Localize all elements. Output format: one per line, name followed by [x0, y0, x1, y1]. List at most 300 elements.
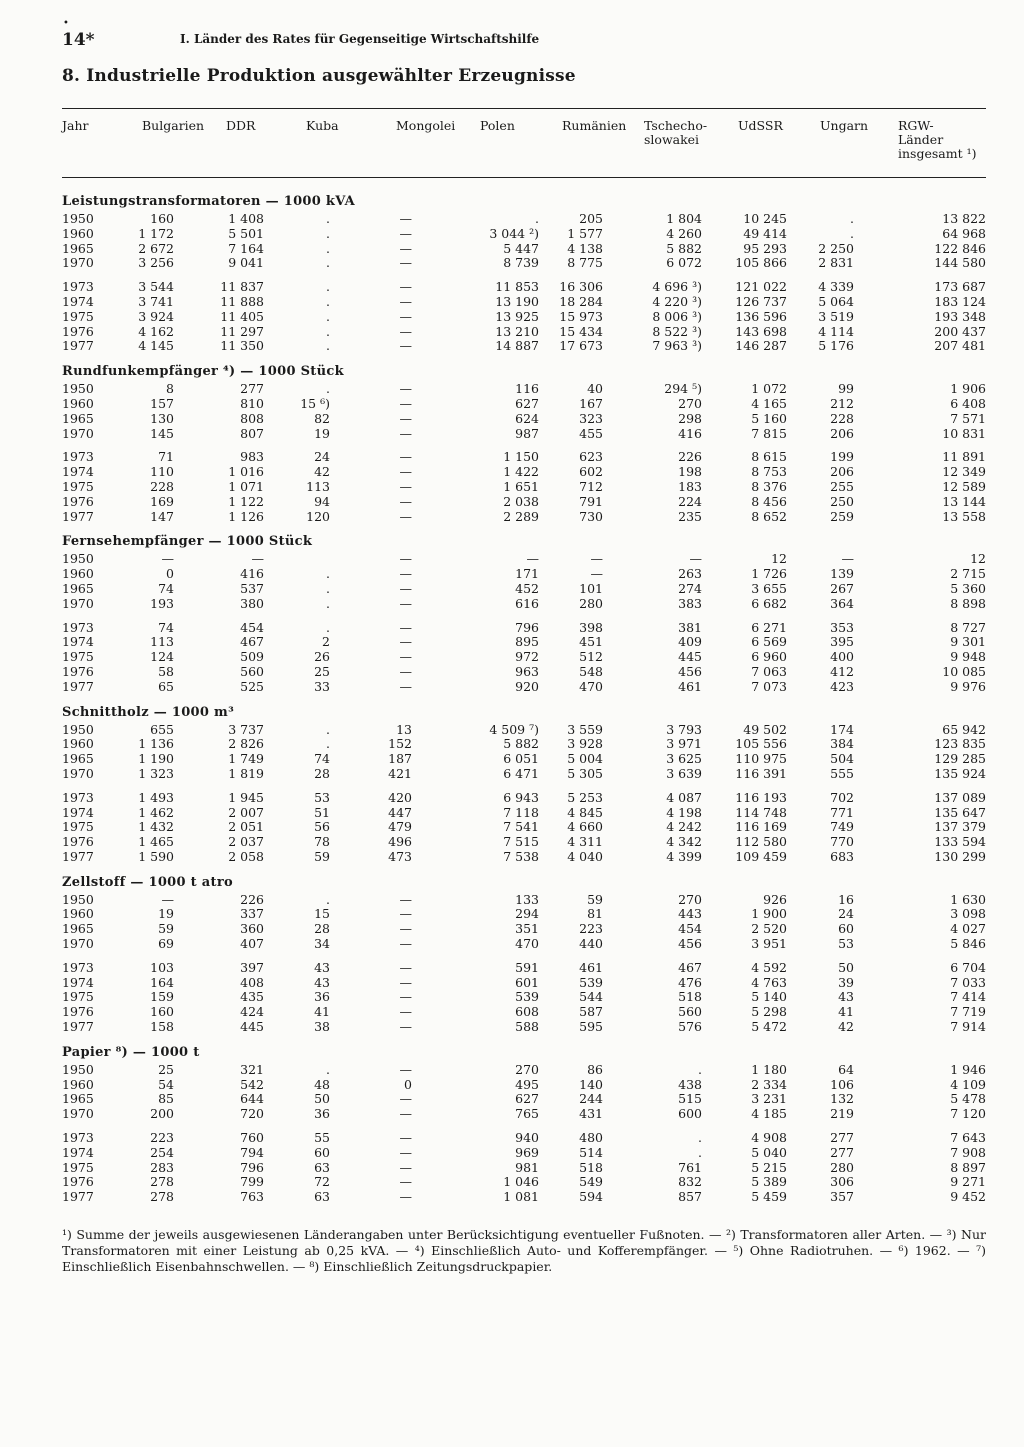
cell-rumaenien: 8 775 [567, 255, 603, 271]
cell-ddr: 424 [240, 1004, 264, 1020]
cell-bulgarien: 200 [150, 1106, 174, 1122]
cell-udssr: 7 815 [751, 425, 787, 441]
cell-ddr: 1 945 [228, 789, 264, 805]
cell-rgw-insgesamt: 10 085 [942, 663, 986, 679]
cell-tschechoslowakei: 8 522 ³) [652, 323, 702, 339]
cell-ddr: 9 041 [228, 255, 264, 271]
cell-tschechoslowakei: 857 [678, 1189, 702, 1205]
cell-kuba: 50 [314, 1091, 330, 1107]
cell-kuba: . [326, 308, 330, 324]
cell-year: 1975 [62, 989, 94, 1005]
cell-year: 1970 [62, 1106, 94, 1122]
footnotes: ¹) Summe der jeweils ausgewiesenen Länderangaben unter Berücksichtigung eventueller Fußnoten. — ²) Transformatoren aller Arten. — ³) Nur Transformatoren mit einer Leistung ab 0,25 kVA. — ⁴) Einschließlich Auto- und Kofferempfänger. — ⁵) Ohne Radiotruhen. — ⁶) 1962. — ⁷) Einschließlich Eisenbahnschwellen. — ⁸) Einschließlich Zeitungsdruckpapier. [62, 1227, 986, 1275]
cell-rgw-insgesamt: 7 914 [950, 1019, 986, 1035]
cell-tschechoslowakei: 6 072 [666, 255, 702, 271]
cell-ungarn: 255 [830, 478, 854, 494]
cell-rumaenien: 512 [579, 649, 603, 665]
cell-tschechoslowakei: . [698, 1061, 702, 1077]
cell-mongolei: 447 [388, 804, 412, 820]
cell-polen: 1 046 [503, 1174, 539, 1190]
table-row [62, 597, 986, 612]
table-section [62, 192, 986, 354]
cell-ungarn: 250 [830, 493, 854, 509]
cell-ungarn: 50 [838, 959, 854, 975]
table-top-rule [62, 108, 986, 109]
cell-mongolei: 420 [388, 789, 412, 805]
cell-rumaenien: 16 306 [559, 279, 603, 295]
cell-kuba: 36 [314, 1106, 330, 1122]
cell-polen: 940 [515, 1130, 539, 1146]
cell-tschechoslowakei: 518 [678, 989, 702, 1005]
cell-udssr: 1 726 [751, 566, 787, 582]
cell-rgw-insgesamt: 7 033 [950, 974, 986, 990]
cell-rgw-insgesamt: 193 348 [934, 308, 986, 324]
page-mark: • [63, 18, 69, 29]
cell-udssr: 5 140 [751, 989, 787, 1005]
cell-mongolei: — [399, 1019, 412, 1035]
cell-polen: — [526, 551, 539, 567]
cell-tschechoslowakei: 515 [678, 1091, 702, 1107]
cell-udssr: 5 459 [751, 1189, 787, 1205]
cell-year: 1975 [62, 649, 94, 665]
cell-rumaenien: — [590, 551, 603, 567]
cell-polen: . [535, 211, 539, 226]
cell-tschechoslowakei: 409 [678, 634, 702, 650]
cell-kuba: 28 [314, 921, 330, 937]
cell-year: 1975 [62, 1159, 94, 1175]
cell-year: 1960 [62, 906, 94, 922]
cell-polen: 11 853 [495, 279, 539, 295]
cell-rgw-insgesamt: 12 589 [942, 478, 986, 494]
cell-rgw-insgesamt: 8 727 [950, 619, 986, 635]
cell-bulgarien: 71 [158, 449, 174, 465]
cell-udssr: 4 763 [751, 974, 787, 990]
cell-polen: 7 541 [503, 819, 539, 835]
cell-tschechoslowakei: 476 [678, 974, 702, 990]
cell-rumaenien: 712 [579, 478, 603, 494]
cell-year: 1976 [62, 1174, 94, 1190]
table-row [62, 552, 986, 567]
cell-ddr: — [251, 551, 264, 567]
cell-rgw-insgesamt: 7 908 [950, 1144, 986, 1160]
cell-tschechoslowakei: . [698, 1130, 702, 1146]
table-section [62, 532, 986, 694]
table-row [62, 1092, 986, 1107]
cell-mongolei: — [399, 410, 412, 426]
cell-ddr: 2 058 [228, 848, 264, 864]
cell-polen: 1 150 [503, 449, 539, 465]
cell-tschechoslowakei: 5 882 [666, 240, 702, 256]
table-row [62, 850, 986, 865]
cell-rumaenien: 440 [579, 936, 603, 952]
cell-rumaenien: 167 [579, 395, 603, 411]
section-title: Rundfunkempfänger ⁴) — 1000 Stück [62, 364, 344, 380]
cell-year: 1975 [62, 819, 94, 835]
cell-mongolei: 421 [388, 765, 412, 781]
cell-ungarn: 384 [830, 736, 854, 752]
cell-rumaenien: — [590, 566, 603, 582]
cell-ddr: 3 737 [228, 721, 264, 737]
cell-bulgarien: 145 [150, 425, 174, 441]
cell-polen: 294 [515, 906, 539, 922]
cell-ddr: 799 [240, 1174, 264, 1190]
cell-kuba: 15 [314, 906, 330, 922]
cell-kuba: 41 [314, 1004, 330, 1020]
cell-tschechoslowakei: 270 [678, 395, 702, 411]
col-header-rgw [898, 119, 976, 161]
cell-ungarn: 39 [838, 974, 854, 990]
cell-tschechoslowakei: 198 [678, 464, 702, 480]
cell-rgw-insgesamt: 6 704 [950, 959, 986, 975]
cell-rgw-insgesamt: 135 647 [934, 804, 986, 820]
cell-ddr: 5 501 [228, 225, 264, 241]
cell-kuba: 26 [314, 649, 330, 665]
table-row [62, 990, 986, 1005]
cell-bulgarien: 1 462 [138, 804, 174, 820]
cell-ungarn: 364 [830, 595, 854, 611]
cell-polen: 1 651 [503, 478, 539, 494]
cell-ddr: 277 [240, 381, 264, 397]
cell-tschechoslowakei: 294 ⁵) [664, 381, 702, 397]
cell-ungarn: 228 [830, 410, 854, 426]
cell-rgw-insgesamt: 5 360 [950, 580, 986, 596]
section-title: Fernsehempfänger — 1000 Stück [62, 534, 313, 550]
cell-mongolei: — [399, 566, 412, 582]
cell-rumaenien: 4 040 [567, 848, 603, 864]
cell-ungarn: 400 [830, 649, 854, 665]
cell-ungarn: — [841, 551, 854, 567]
cell-rgw-insgesamt: 65 942 [942, 721, 986, 737]
cell-bulgarien: — [161, 551, 174, 567]
cell-mongolei: — [399, 279, 412, 295]
cell-rumaenien: 205 [579, 211, 603, 226]
cell-mongolei: — [399, 211, 412, 226]
cell-ungarn: 206 [830, 464, 854, 480]
cell-kuba: 51 [314, 804, 330, 820]
cell-rumaenien: 17 673 [559, 338, 603, 354]
cell-tschechoslowakei: 3 793 [666, 721, 702, 737]
cell-tschechoslowakei: 8 006 ³) [652, 308, 702, 324]
cell-udssr: 6 682 [751, 595, 787, 611]
cell-kuba: 43 [314, 974, 330, 990]
cell-ddr: 1 016 [228, 464, 264, 480]
cell-kuba: . [326, 293, 330, 309]
page-number: 14* [62, 30, 95, 50]
cell-udssr: 8 652 [751, 508, 787, 524]
cell-year: 1974 [62, 804, 94, 820]
cell-kuba: 19 [314, 425, 330, 441]
cell-year: 1950 [62, 381, 94, 397]
cell-mongolei: — [399, 1091, 412, 1107]
cell-mongolei: — [399, 240, 412, 256]
cell-udssr: 5 160 [751, 410, 787, 426]
table-row [62, 427, 986, 442]
cell-kuba: . [326, 580, 330, 596]
cell-ddr: 720 [240, 1106, 264, 1122]
document-page [62, 18, 986, 1275]
cell-rgw-insgesamt: 7 414 [950, 989, 986, 1005]
cell-kuba: 25 [314, 663, 330, 679]
cell-mongolei: — [399, 464, 412, 480]
cell-rumaenien: 548 [579, 663, 603, 679]
cell-kuba: . [326, 1061, 330, 1077]
cell-rgw-insgesamt: 135 924 [934, 765, 986, 781]
cell-rgw-insgesamt: 9 976 [950, 678, 986, 694]
cell-rumaenien: 3 928 [567, 736, 603, 752]
cell-rumaenien: 4 660 [567, 819, 603, 835]
cell-bulgarien: 169 [150, 493, 174, 509]
cell-ddr: 509 [240, 649, 264, 665]
cell-bulgarien: 54 [158, 1076, 174, 1092]
cell-bulgarien: 158 [150, 1019, 174, 1035]
cell-polen: 452 [515, 580, 539, 596]
cell-ddr: 542 [240, 1076, 264, 1092]
cell-tschechoslowakei: 560 [678, 1004, 702, 1020]
cell-tschechoslowakei: 443 [678, 906, 702, 922]
table-section [62, 1043, 986, 1205]
cell-tschechoslowakei: 263 [678, 566, 702, 582]
cell-year: 1970 [62, 765, 94, 781]
cell-ddr: 11 297 [220, 323, 264, 339]
cell-polen: 270 [515, 1061, 539, 1077]
cell-bulgarien: 160 [150, 1004, 174, 1020]
cell-polen: 608 [515, 1004, 539, 1020]
cell-rgw-insgesamt: 173 687 [934, 279, 986, 295]
cell-rgw-insgesamt: 207 481 [934, 338, 986, 354]
cell-year: 1977 [62, 1189, 94, 1205]
cell-mongolei: — [399, 323, 412, 339]
table-title: 8. Industrielle Produktion ausgewählter Erzeugnisse [62, 66, 576, 86]
table-row [62, 723, 986, 738]
col-header-mongolei: Mongolei [396, 118, 456, 133]
cell-rumaenien: 15 434 [559, 323, 603, 339]
column-header-row [62, 119, 986, 169]
cell-udssr: 2 334 [751, 1076, 787, 1092]
cell-rumaenien: 623 [579, 449, 603, 465]
cell-mongolei: — [399, 225, 412, 241]
cell-rgw-insgesamt: 7 120 [950, 1106, 986, 1122]
cell-ungarn: 4 114 [818, 323, 854, 339]
cell-kuba: 78 [314, 834, 330, 850]
cell-tschechoslowakei: 456 [678, 663, 702, 679]
cell-bulgarien: 74 [158, 580, 174, 596]
cell-ungarn: 412 [830, 663, 854, 679]
cell-bulgarien: 3 924 [138, 308, 174, 324]
table-section [62, 703, 986, 865]
cell-ddr: 1 122 [228, 493, 264, 509]
cell-bulgarien: 2 672 [138, 240, 174, 256]
cell-bulgarien: 223 [150, 1130, 174, 1146]
cell-year: 1965 [62, 921, 94, 937]
cell-ddr: 11 837 [220, 279, 264, 295]
table-row [62, 1190, 986, 1205]
cell-ungarn: 353 [830, 619, 854, 635]
cell-bulgarien: 1 493 [138, 789, 174, 805]
table-row [62, 650, 986, 665]
cell-kuba: 94 [314, 493, 330, 509]
cell-rgw-insgesamt: 13 558 [942, 508, 986, 524]
cell-polen: 627 [515, 1091, 539, 1107]
cell-udssr: 136 596 [735, 308, 787, 324]
table-row [62, 339, 986, 354]
cell-polen: 133 [515, 891, 539, 907]
table-row [62, 310, 986, 325]
cell-polen: 7 118 [503, 804, 539, 820]
cell-mongolei: — [399, 634, 412, 650]
cell-tschechoslowakei: 274 [678, 580, 702, 596]
cell-tschechoslowakei: 576 [678, 1019, 702, 1035]
col-header-tschechoslowakei [644, 119, 707, 147]
cell-ungarn: 212 [830, 395, 854, 411]
cell-ungarn: 132 [830, 1091, 854, 1107]
cell-bulgarien: 59 [158, 921, 174, 937]
cell-udssr: 6 271 [751, 619, 787, 635]
cell-mongolei: — [399, 906, 412, 922]
cell-rumaenien: 4 138 [567, 240, 603, 256]
cell-polen: 351 [515, 921, 539, 937]
cell-rgw-insgesamt: 183 124 [934, 293, 986, 309]
table-row [62, 397, 986, 412]
cell-year: 1950 [62, 721, 94, 737]
cell-bulgarien: 655 [150, 721, 174, 737]
cell-rumaenien: 40 [587, 381, 603, 397]
cell-tschechoslowakei: 4 260 [666, 225, 702, 241]
cell-year: 1977 [62, 1019, 94, 1035]
cell-ungarn: . [850, 211, 854, 226]
cell-year: 1976 [62, 834, 94, 850]
cell-rgw-insgesamt: 123 835 [934, 736, 986, 752]
cell-ungarn: 206 [830, 425, 854, 441]
cell-rumaenien: 101 [579, 580, 603, 596]
cell-rumaenien: 59 [587, 891, 603, 907]
cell-tschechoslowakei: 383 [678, 595, 702, 611]
cell-udssr: 146 287 [735, 338, 787, 354]
cell-udssr: 4 908 [751, 1130, 787, 1146]
table-row [62, 1005, 986, 1020]
cell-ungarn: 199 [830, 449, 854, 465]
cell-udssr: 116 391 [735, 765, 787, 781]
cell-mongolei: — [399, 1106, 412, 1122]
cell-bulgarien: 65 [158, 678, 174, 694]
cell-year: 1960 [62, 566, 94, 582]
cell-mongolei: 13 [396, 721, 412, 737]
cell-mongolei: — [399, 255, 412, 271]
cell-rgw-insgesamt: 137 089 [934, 789, 986, 805]
cell-ddr: 2 037 [228, 834, 264, 850]
cell-ungarn: 24 [838, 906, 854, 922]
cell-polen: 8 739 [503, 255, 539, 271]
cell-udssr: 126 737 [735, 293, 787, 309]
cell-bulgarien: 1 172 [138, 225, 174, 241]
cell-ddr: 1 071 [228, 478, 264, 494]
cell-tschechoslowakei: 832 [678, 1174, 702, 1190]
cell-tschechoslowakei: 224 [678, 493, 702, 509]
cell-kuba: 38 [314, 1019, 330, 1035]
cell-tschechoslowakei: 416 [678, 425, 702, 441]
cell-bulgarien: 3 256 [138, 255, 174, 271]
table-row [62, 737, 986, 752]
cell-kuba: 24 [314, 449, 330, 465]
cell-ddr: 435 [240, 989, 264, 1005]
cell-udssr: 110 975 [735, 751, 787, 767]
table-row [62, 510, 986, 525]
cell-tschechoslowakei: 3 639 [666, 765, 702, 781]
cell-udssr: 2 520 [751, 921, 787, 937]
cell-ddr: 380 [240, 595, 264, 611]
cell-rumaenien: 514 [579, 1144, 603, 1160]
cell-ungarn: 771 [830, 804, 854, 820]
cell-year: 1965 [62, 410, 94, 426]
cell-ungarn: 64 [838, 1061, 854, 1077]
cell-year: 1975 [62, 308, 94, 324]
cell-rgw-insgesamt: 4 027 [950, 921, 986, 937]
cell-tschechoslowakei: 454 [678, 921, 702, 937]
cell-ddr: 445 [240, 1019, 264, 1035]
cell-tschechoslowakei: 226 [678, 449, 702, 465]
cell-ungarn: 280 [830, 1159, 854, 1175]
cell-mongolei: — [399, 1159, 412, 1175]
col-header-tschecho-line2: slowakei [644, 132, 700, 147]
cell-bulgarien: 278 [150, 1189, 174, 1205]
col-header-rgw-line1: RGW- [898, 118, 934, 133]
cell-kuba: 59 [314, 848, 330, 864]
cell-bulgarien: 130 [150, 410, 174, 426]
col-header-ungarn: Ungarn [820, 118, 869, 133]
cell-rgw-insgesamt: 8 898 [950, 595, 986, 611]
table-row [62, 1020, 986, 1035]
col-header-bulgarien: Bulgarien [142, 118, 205, 133]
cell-udssr: 12 [771, 551, 787, 567]
cell-ungarn: 16 [838, 891, 854, 907]
cell-tschechoslowakei: 445 [678, 649, 702, 665]
cell-kuba: 36 [314, 989, 330, 1005]
cell-bulgarien: 3 544 [138, 279, 174, 295]
cell-mongolei: 152 [388, 736, 412, 752]
cell-bulgarien: 1 590 [138, 848, 174, 864]
cell-year: 1975 [62, 478, 94, 494]
cell-year: 1973 [62, 1130, 94, 1146]
cell-ddr: 537 [240, 580, 264, 596]
cell-ddr: 1 749 [228, 751, 264, 767]
cell-tschechoslowakei: 4 220 ³) [652, 293, 702, 309]
cell-bulgarien: 160 [150, 211, 174, 226]
cell-ungarn: 2 831 [818, 255, 854, 271]
cell-rgw-insgesamt: 2 715 [950, 566, 986, 582]
table-section [62, 362, 986, 524]
cell-kuba: 113 [306, 478, 330, 494]
cell-udssr: 109 459 [735, 848, 787, 864]
cell-rumaenien: 323 [579, 410, 603, 426]
cell-ungarn: 749 [830, 819, 854, 835]
cell-rumaenien: 470 [579, 678, 603, 694]
cell-year: 1977 [62, 678, 94, 694]
table-row [62, 1063, 986, 1078]
cell-mongolei: — [399, 936, 412, 952]
cell-tschechoslowakei: 438 [678, 1076, 702, 1092]
table-row [62, 450, 986, 465]
cell-rumaenien: 544 [579, 989, 603, 1005]
cell-tschechoslowakei: 4 342 [666, 834, 702, 850]
cell-kuba: . [326, 619, 330, 635]
cell-year: 1976 [62, 663, 94, 679]
cell-year: 1974 [62, 464, 94, 480]
cell-polen: 5 447 [503, 240, 539, 256]
cell-bulgarien: 193 [150, 595, 174, 611]
cell-kuba: . [326, 338, 330, 354]
cell-polen: 1 081 [503, 1189, 539, 1205]
cell-rumaenien: 15 973 [559, 308, 603, 324]
cell-mongolei: — [399, 989, 412, 1005]
